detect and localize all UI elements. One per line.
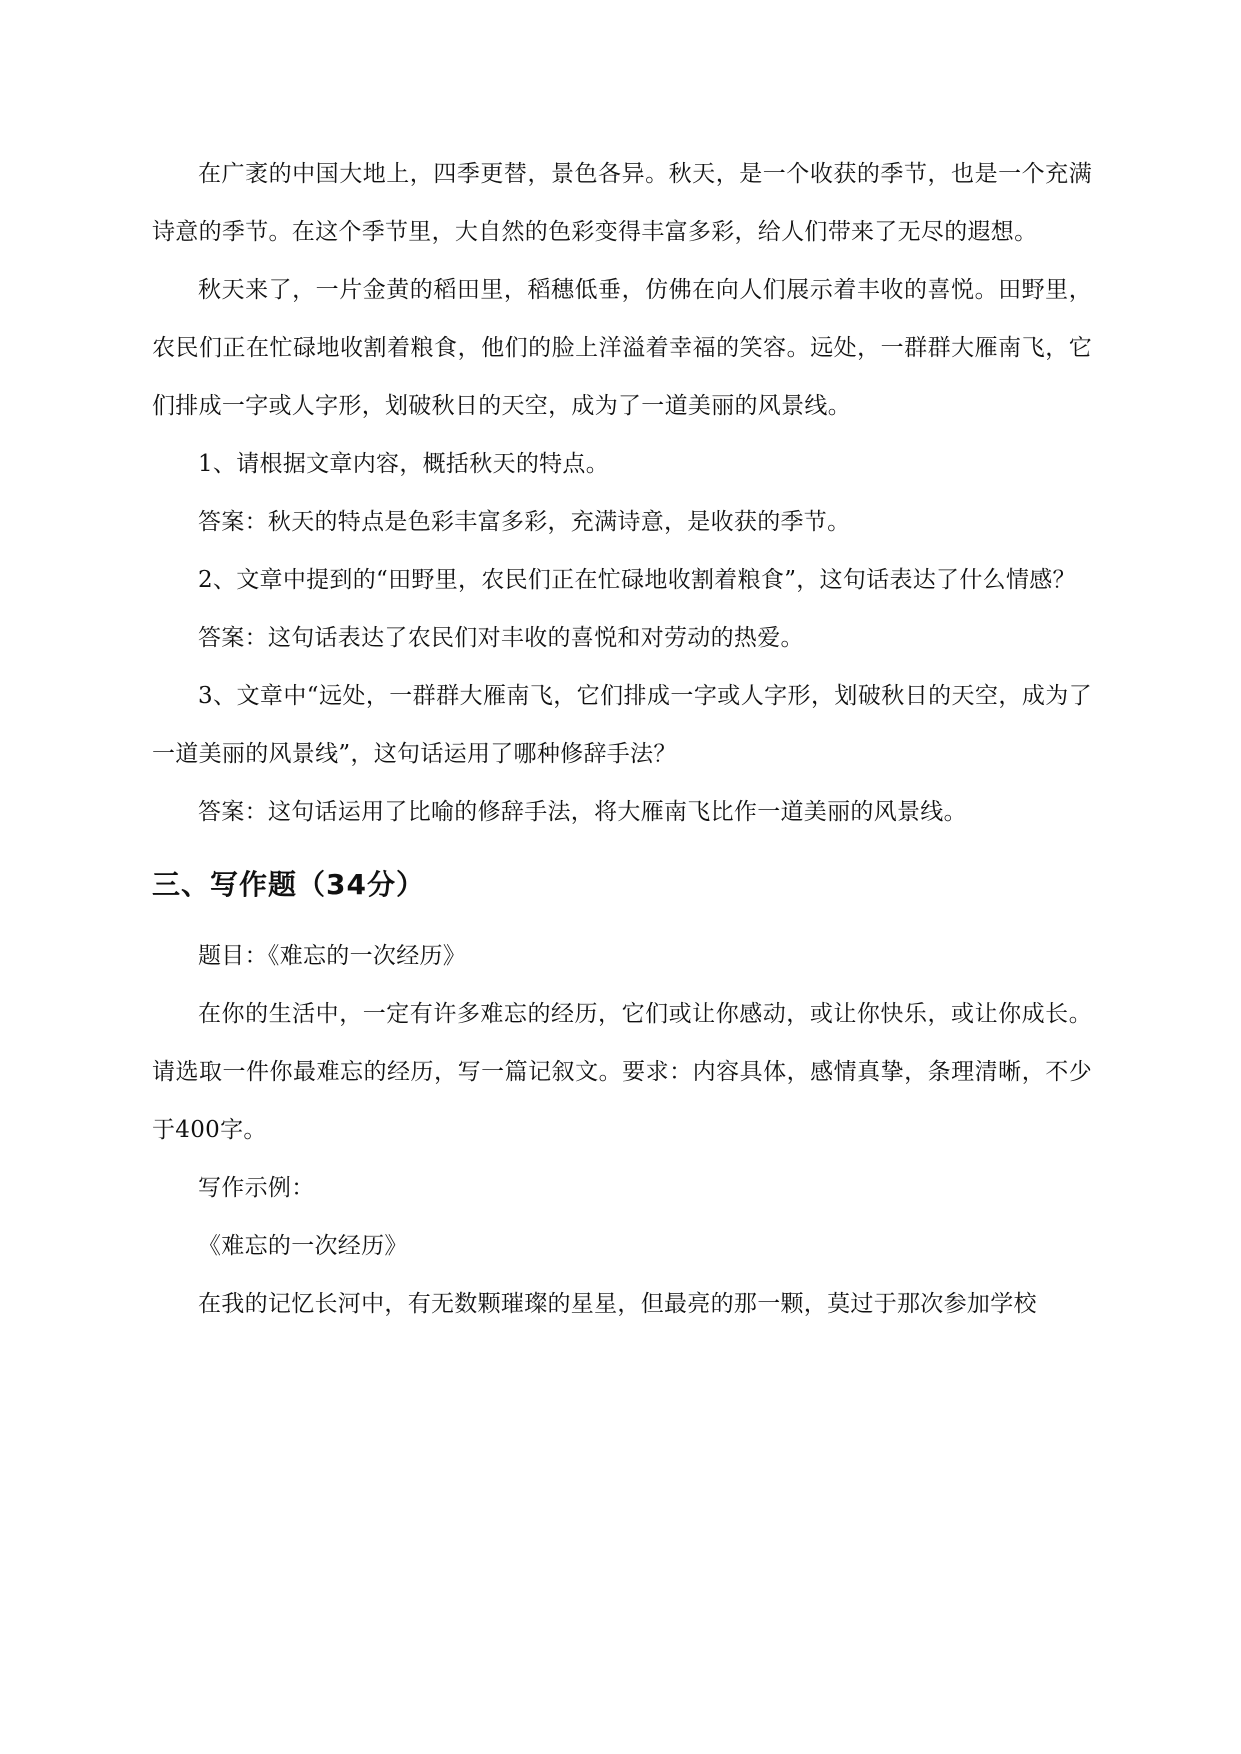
answer-2: 答案：这句话表达了农民们对丰收的喜悦和对劳动的热爱。	[198, 625, 804, 651]
writing-topic: 题目：《难忘的一次经历》	[198, 943, 467, 969]
passage-paragraph-1: 在广袤的中国大地上，四季更替，景色各异。秋天，是一个收获的季节，也是一个充满诗意的季节。在这个季节里，大自然的色彩变得丰富多彩，给人们带来了无尽的遐想。	[152, 161, 1092, 245]
writing-example-text: 在我的记忆长河中，有无数颗璀璨的星星，但最亮的那一颗，莫过于那次参加学校	[198, 1291, 1037, 1317]
writing-section-heading: 三、写作题（34分）	[152, 868, 425, 901]
answer-3: 答案：这句话运用了比喻的修辞手法，将大雁南飞比作一道美丽的风景线。	[198, 799, 967, 825]
document-content	[152, 145, 1092, 1333]
question-1: 1、请根据文章内容，概括秋天的特点。	[198, 451, 610, 477]
answer-1: 答案：秋天的特点是色彩丰富多彩，充满诗意，是收获的季节。	[198, 509, 851, 535]
question-2: 2、文章中提到的“田野里，农民们正在忙碌地收割着粮食”，这句话表达了什么情感？	[198, 567, 1076, 593]
passage-paragraph-2: 秋天来了，一片金黄的稻田里，稻穗低垂，仿佛在向人们展示着丰收的喜悦。田野里，农民们正在忙碌地收割着粮食，他们的脸上洋溢着幸福的笑容。远处，一群群大雁南飞，它们排成一字或人字形，划破秋日的天空，成为了一道美丽的风景线。	[152, 277, 1092, 419]
question-3: 3、文章中“远处，一群群大雁南飞，它们排成一字或人字形，划破秋日的天空，成为了一道美丽的风景线”，这句话运用了哪种修辞手法？	[152, 683, 1092, 767]
writing-example-title: 《难忘的一次经历》	[198, 1233, 408, 1259]
writing-prompt: 在你的生活中，一定有许多难忘的经历，它们或让你感动，或让你快乐，或让你成长。请选取一件你最难忘的经历，写一篇记叙文。要求：内容具体，感情真挚，条理清晰，不少于400字。	[152, 1001, 1092, 1143]
writing-example-label: 写作示例：	[198, 1175, 315, 1201]
